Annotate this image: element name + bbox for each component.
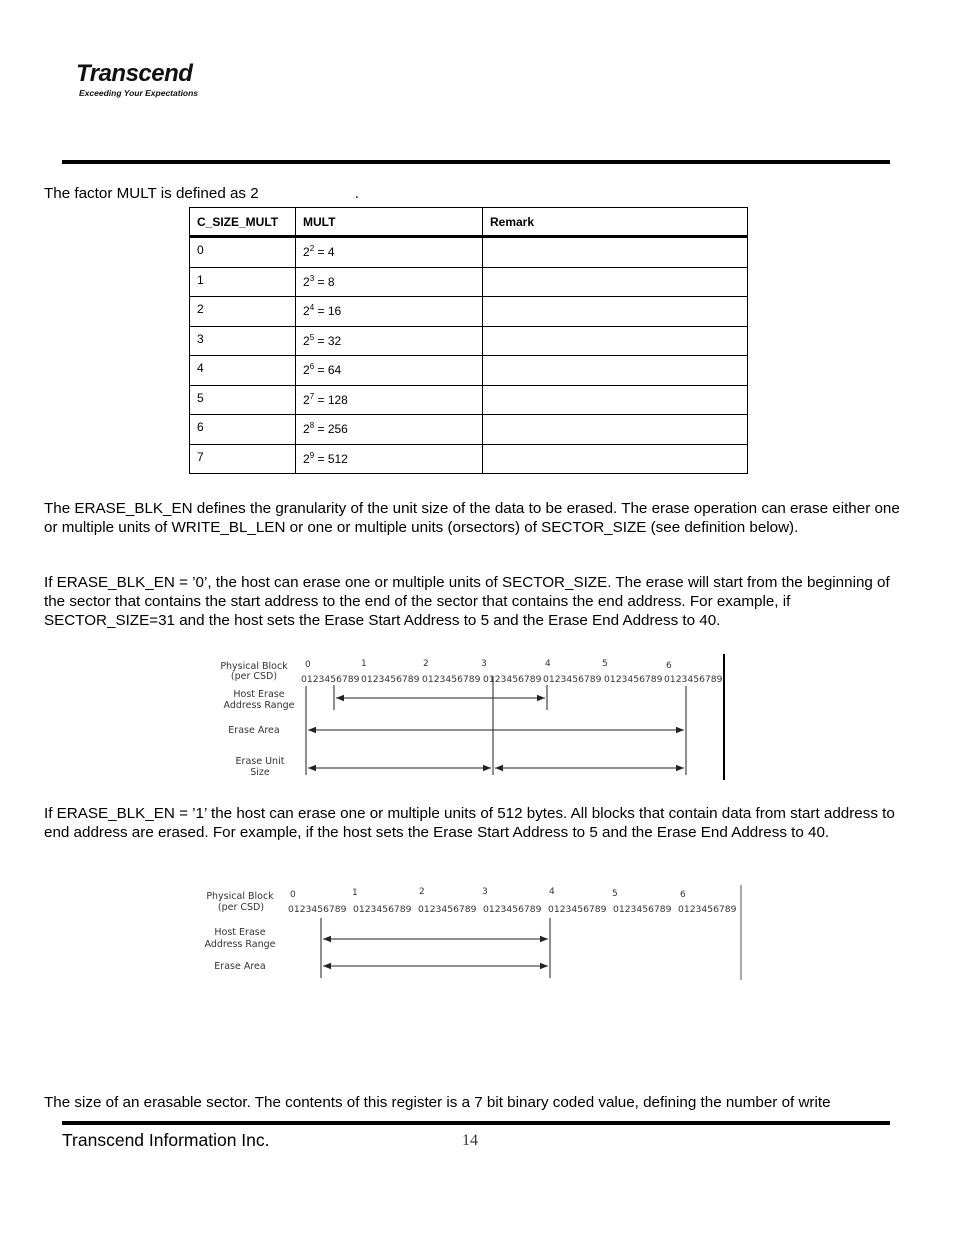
label-host-erase: Host Erase: [214, 927, 266, 938]
remark-cell: [483, 267, 748, 297]
table-row: [190, 444, 748, 474]
c-size-mult-cell: 2: [190, 297, 296, 327]
label-address-range: Address Range: [223, 700, 295, 711]
block-digits: 0123456789: [548, 904, 607, 915]
c-size-mult-cell: 6: [190, 415, 296, 445]
remark-cell: [483, 356, 748, 386]
block-number: 0: [290, 890, 296, 900]
block-number: 6: [666, 661, 672, 671]
label-physical-block: Physical Block: [220, 661, 288, 672]
block-number: 5: [612, 889, 618, 899]
mult-intro: The factor MULT is defined as 2 .: [44, 185, 359, 202]
label-per-csd: (per CSD): [230, 671, 278, 682]
mult-cell: $2^4 = 16$: [296, 297, 483, 327]
label-erase-unit: Erase Unit: [235, 756, 285, 767]
table-row: [190, 297, 748, 327]
table-header-row: [190, 208, 748, 237]
block-digits: 0123456789: [613, 904, 672, 915]
label-host-erase: Host Erase: [233, 689, 285, 700]
remark-cell: [483, 237, 748, 268]
c-size-mult-cell: 7: [190, 444, 296, 474]
block-number: 1: [361, 659, 367, 669]
footer-company: Transcend Information Inc.: [62, 1130, 270, 1150]
label-per-csd: (per CSD): [217, 902, 265, 913]
erase-blk-en-0-description: If ERASE_BLK_EN = ’0’, the host can erase one or multiple units of SECTOR_SIZE. The erase will start from the beginning of the sector that contains the start address to the end of the sector that contains the end address. For example, if SECTOR_SIZE=31 and the host sets the Erase Start Address to 5 and the Erase End Address to 40.: [44, 574, 890, 629]
table-row: [190, 356, 748, 386]
mult-cell: $2^5 = 32$: [296, 326, 483, 356]
label-erase-area: Erase Area: [228, 725, 280, 736]
table-row: [190, 267, 748, 297]
block-number: 2: [419, 887, 425, 897]
block-digits: 0123456789: [422, 674, 481, 685]
remark-cell: [483, 444, 748, 474]
c-size-mult-cell: 0: [190, 237, 296, 268]
c-size-mult-cell: 3: [190, 326, 296, 356]
block-digits: 0123456789: [353, 904, 412, 915]
block-number: 0: [305, 660, 311, 670]
block-number: 1: [352, 888, 358, 898]
c-size-mult-cell: 1: [190, 267, 296, 297]
table-row: [190, 237, 748, 268]
block-digits: 0123456789: [678, 904, 737, 915]
block-digits: 0123456789: [288, 904, 347, 915]
block-number: 2: [423, 659, 429, 669]
sector-size-description: The size of an erasable sector. The contents of this register is a 7 bit binary coded value, defining the number of write: [44, 1094, 831, 1111]
page-number: 14: [462, 1132, 478, 1149]
mult-cell: $2^6 = 64$: [296, 356, 483, 386]
table-row: [190, 385, 748, 415]
footer-rule: [62, 1121, 890, 1125]
logo-tagline: Exceeding Your Expectations: [79, 88, 199, 98]
block-digits: 0123456789: [543, 674, 602, 685]
header-rule: [62, 160, 890, 164]
block-digits: 0123456789: [604, 674, 663, 685]
block-digits: 0123456789: [301, 674, 360, 685]
label-physical-block: Physical Block: [206, 891, 274, 902]
erase-diagram-block: [0, 880, 954, 985]
erase-blk-en-description: The ERASE_BLK_EN defines the granularity of the unit size of the data to be erased. The erase operation can erase either one or multiple units of WRITE_BL_LEN or one or multiple units (orsectors) of SECTOR_SIZE (see definition below).: [44, 500, 900, 536]
column-header: Remark: [483, 208, 748, 237]
column-header: MULT: [296, 208, 483, 237]
mult-cell: $2^9 = 512$: [296, 444, 483, 474]
block-digits: 0123456789: [418, 904, 477, 915]
mult-table: [189, 207, 748, 474]
block-digits: 0123456789: [483, 904, 542, 915]
label-size: Size: [250, 767, 270, 778]
label-erase-area: Erase Area: [214, 961, 266, 972]
mult-cell: $2^7 = 128$: [296, 385, 483, 415]
block-number: 3: [481, 659, 487, 669]
block-digits: 0123456789: [664, 674, 723, 685]
remark-cell: [483, 297, 748, 327]
block-number: 6: [680, 890, 686, 900]
table-row: [190, 326, 748, 356]
c-size-mult-cell: 5: [190, 385, 296, 415]
table-row: [190, 415, 748, 445]
label-address-range: Address Range: [204, 939, 276, 950]
mult-cell: $2^8 = 256$: [296, 415, 483, 445]
block-number: 5: [602, 659, 608, 669]
block-digits: 0123456789: [361, 674, 420, 685]
block-number: 4: [549, 887, 555, 897]
remark-cell: [483, 415, 748, 445]
company-logo: Transcend: [76, 60, 193, 87]
column-header: C_SIZE_MULT: [190, 208, 296, 237]
block-number: 3: [482, 887, 488, 897]
erase-blk-en-1-description: If ERASE_BLK_EN = ’1’ the host can erase one or multiple units of 512 bytes. All blocks that contain data from start address to end address are erased. For example, if the host sets the Erase Start Address to 5 and the Erase End Address to 40.: [44, 805, 895, 841]
c-size-mult-cell: 4: [190, 356, 296, 386]
remark-cell: [483, 385, 748, 415]
block-digits: 0123456789: [483, 674, 542, 685]
block-number: 4: [545, 659, 551, 669]
remark-cell: [483, 326, 748, 356]
erase-diagram-sector: [0, 650, 954, 785]
mult-cell: $2^3 = 8$: [296, 267, 483, 297]
mult-cell: $2^2 = 4$: [296, 237, 483, 268]
